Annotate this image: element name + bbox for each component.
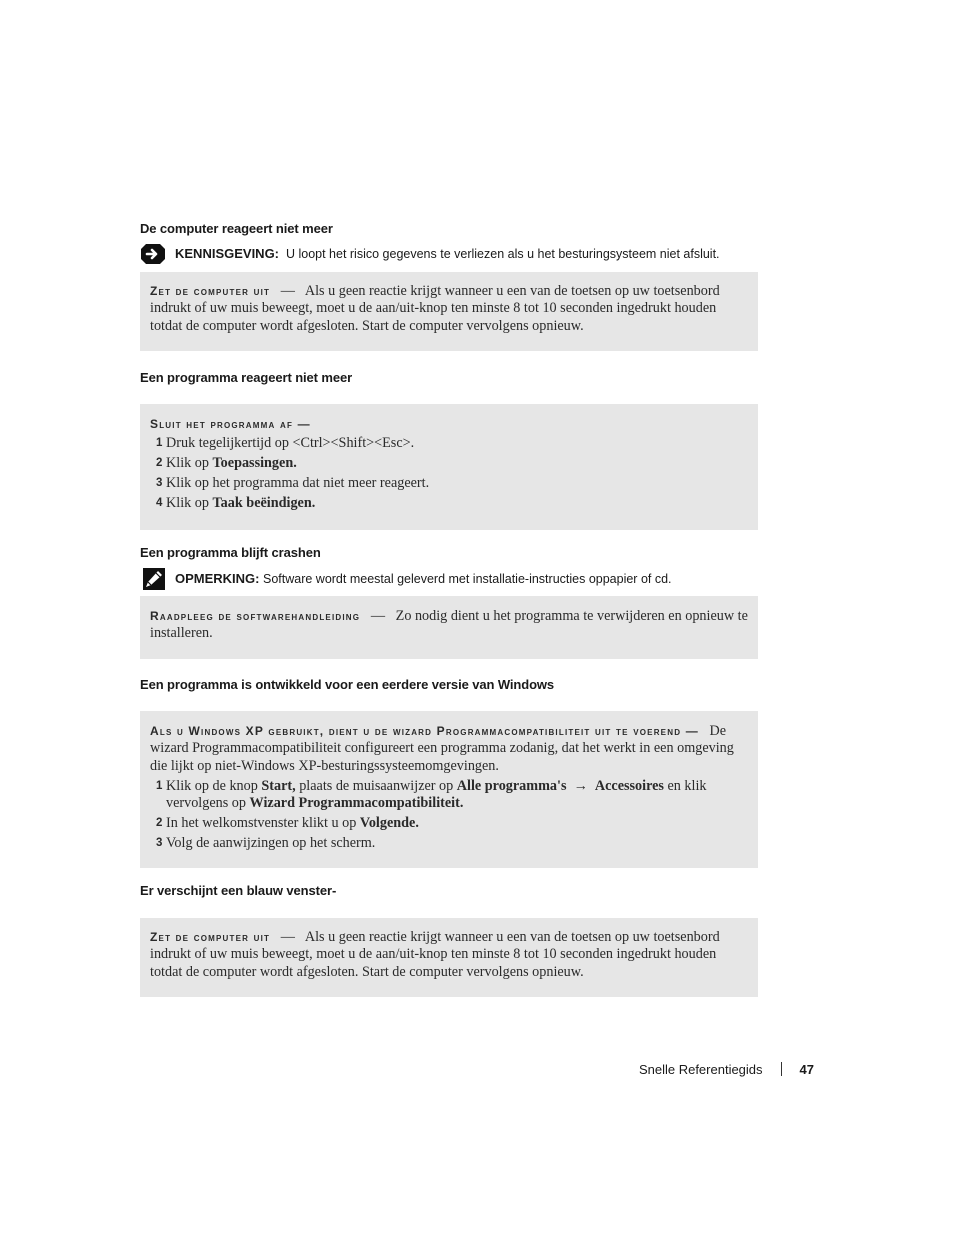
list-item [150, 835, 748, 852]
step-number: 1 [156, 779, 163, 792]
step-text: Klik op het programma dat niet meer reageert. [166, 475, 430, 492]
step-bold-text: Taak beëindigen. [212, 495, 316, 512]
list-item [150, 778, 748, 812]
step-text: en klik vervolgens op [166, 777, 707, 811]
instruction-box-shutdown [140, 272, 758, 351]
step-number: 3 [156, 477, 163, 490]
box-text: Als u geen reactie krijgt wanneer u een van de toetsen op uw toetsenbord indrukt of uw muis beweegt, moet u de aan/uit-knop ten minste 8 tot 10 seconden ingedrukt houden totdat de computer wordt afgesloten. Start de computer vervolgens opnieuw. [150, 283, 720, 334]
step-bold-text: Toepassingen. [212, 455, 297, 472]
step-bold-text: Accessoires [594, 777, 664, 794]
steps-list [150, 778, 748, 852]
list-item [150, 815, 748, 832]
list-item [150, 495, 748, 512]
box-text: Als u geen reactie krijgt wanneer u een van de toetsen op uw toetsenbord indrukt of uw muis beweegt, moet u de aan/uit-knop ten minste 8 tot 10 seconden ingedrukt houden totdat de computer wordt afgesloten. Start de computer vervolgens opnieuw. [150, 929, 720, 980]
section-heading-computer-not-responding: De computer reageert niet meer [140, 221, 333, 236]
box-title: Zet de computer uit [150, 284, 271, 298]
section-heading-blue-screen: Er verschijnt een blauw venster- [140, 883, 337, 898]
box-title: Sluit het programma af — [150, 417, 311, 431]
arrow-icon: → [573, 777, 588, 794]
notice-text: U loopt het risico gegevens te verliezen als u het besturingsysteem niet afsluit. [285, 247, 720, 261]
step-bold-text: Start, [261, 777, 296, 794]
instruction-box-software-manual [140, 596, 758, 659]
step-bold-text: Wizard Programmacompatibiliteit. [249, 794, 464, 811]
notice-text: Software wordt meestal geleverd met installatie-instructies oppapier of cd. [262, 572, 672, 586]
box-text: Zo nodig dient u het programma te verwijderen en opnieuw te installeren. [150, 608, 748, 642]
instruction-box-close-program [140, 404, 758, 530]
list-item [150, 475, 748, 492]
step-bold-text: Alle programma's [456, 777, 567, 794]
step-text: plaats de muisaanwijzer op [295, 777, 457, 794]
section-heading-older-windows: Een programma is ontwikkeld voor een eerdere versie van Windows [140, 677, 555, 692]
box-title: Als u Windows XP gebruikt, dient u de wizard Programmacompatibiliteit uit te voerend — [150, 724, 699, 738]
box-dash: — [280, 283, 295, 299]
box-dash: — [280, 929, 295, 945]
step-number: 1 [156, 437, 163, 450]
step-number: 2 [156, 816, 163, 829]
page-number: 47 [799, 1062, 814, 1077]
section-heading-program-not-responding: Een programma reageert niet meer [140, 370, 353, 385]
notice-kennisgeving [140, 243, 760, 267]
step-bold-text: Volgende. [359, 814, 419, 831]
page-footer [639, 1062, 814, 1077]
section-heading-program-crashes: Een programma blijft crashen [140, 545, 321, 560]
notice-label: KENNISGEVING: [175, 246, 280, 261]
step-text: In het welkomstvenster klikt u op [166, 814, 360, 831]
box-title: Raadpleeg de softwarehandleiding [150, 609, 361, 623]
list-item [150, 455, 748, 472]
notice-opmerking [140, 568, 760, 592]
box-dash: — [370, 608, 386, 624]
step-text: Klik op [166, 455, 213, 472]
notice-label: OPMERKING: [175, 571, 260, 586]
box-text: De wizard Programmacompatibiliteit configureert een programma zodanig, dat het werkt in een omgeving die lijkt op niet-Windows XP-besturingssysteemomgevingen. [150, 723, 734, 774]
step-number: 4 [156, 497, 163, 510]
step-text: Volg de aanwijzingen op het scherm. [166, 834, 376, 851]
note-pencil-icon [140, 568, 166, 590]
instruction-box-shutdown-blue-screen [140, 918, 758, 997]
list-item [150, 435, 748, 452]
footer-title: Snelle Referentiegids [638, 1062, 763, 1077]
step-text: Klik op [166, 495, 213, 512]
step-number: 2 [156, 457, 163, 470]
notice-icon [140, 243, 166, 265]
step-text: Klik op de knop [166, 777, 262, 794]
box-title: Zet de computer uit [150, 930, 271, 944]
footer-separator [781, 1062, 782, 1076]
steps-list [150, 435, 748, 512]
step-number: 3 [156, 836, 163, 849]
instruction-box-compatibility-wizard [140, 711, 758, 868]
step-text: Druk tegelijkertijd op <Ctrl><Shift><Esc>. [166, 435, 415, 452]
